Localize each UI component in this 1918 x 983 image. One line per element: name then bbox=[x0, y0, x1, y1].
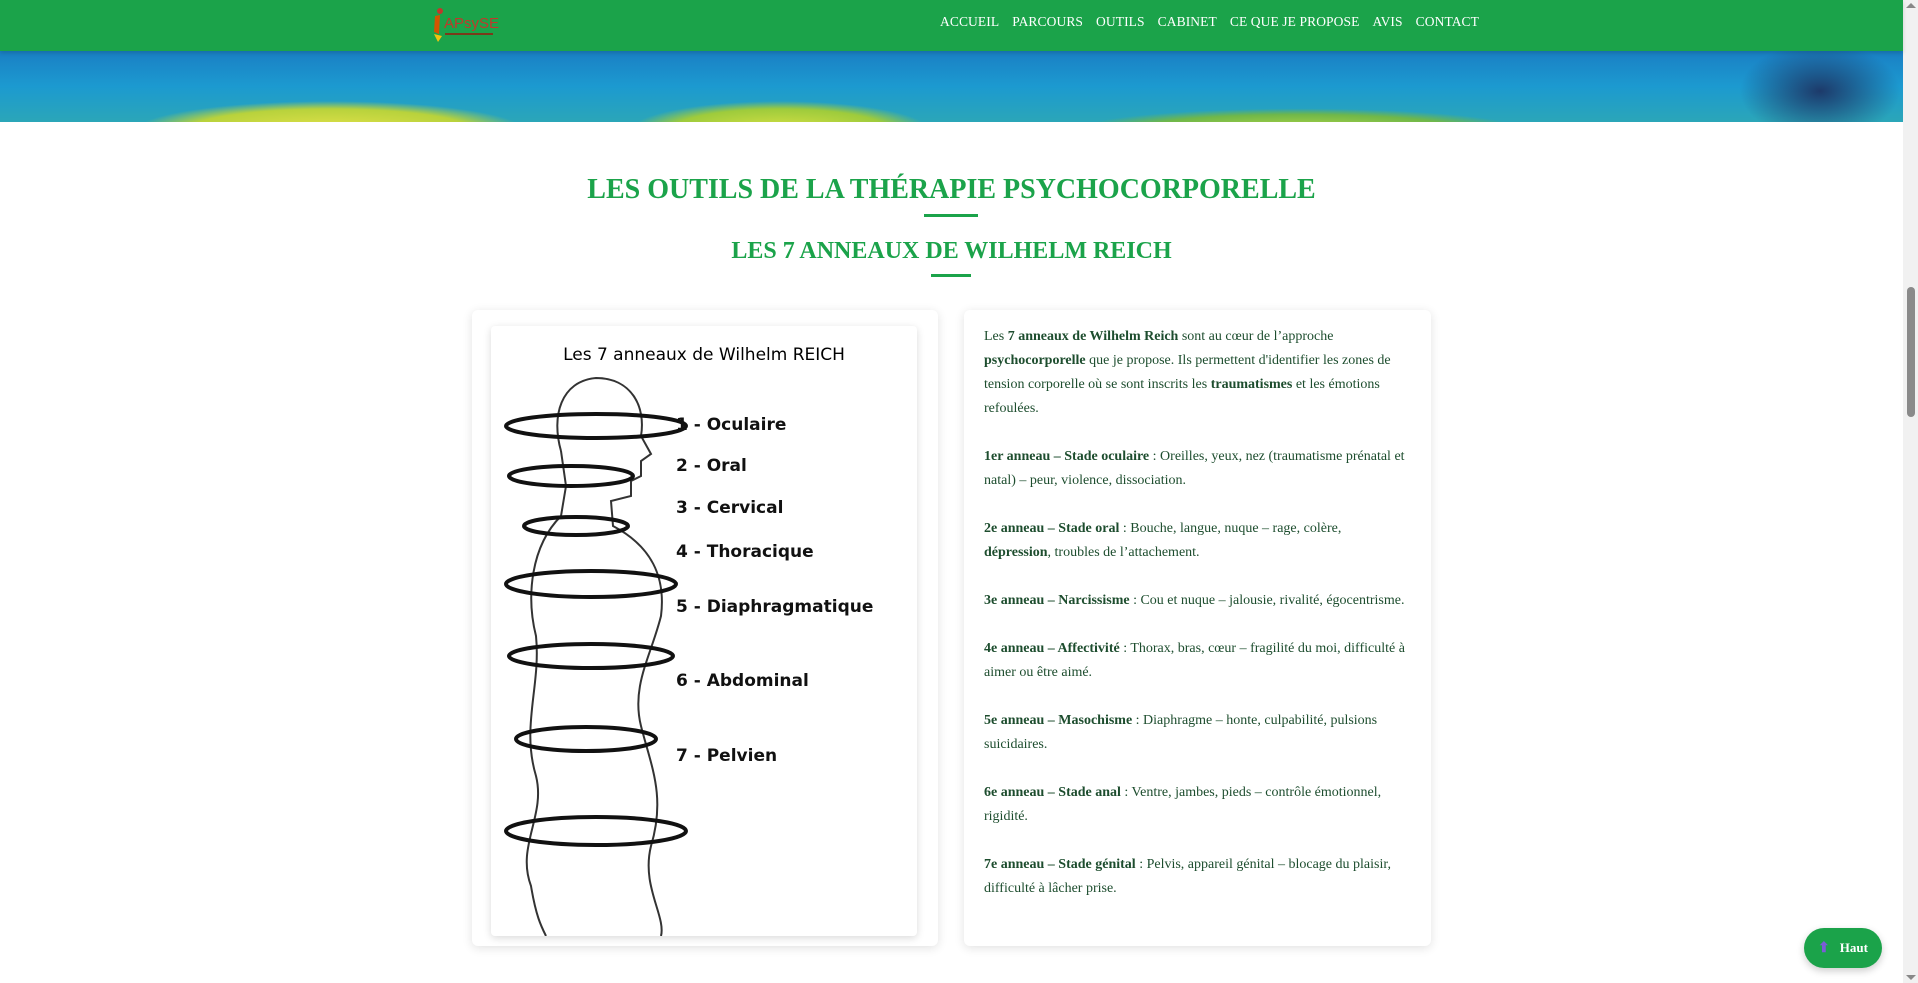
ring-label: 3 - Cervical bbox=[676, 498, 784, 518]
arrow-up-icon: ⬆ bbox=[1818, 940, 1830, 956]
ring-label: 4 - Thoracique bbox=[676, 542, 814, 562]
title-underline bbox=[924, 214, 978, 217]
intro-paragraph: Les 7 anneaux de Wilhelm Reich sont au cœur de l’approche psychocorporelle que je propose. Ils permettent d'identifier les zones de tension corporelle où se sont inscrits les traumatismes et les émotions refoulées. bbox=[984, 329, 1391, 416]
hero-banner-painting bbox=[0, 51, 1903, 122]
subtitle-underline bbox=[931, 274, 971, 277]
ring-paragraph-2: 2e anneau – Stade oral : Bouche, langue, nuque – rage, colère, dépression, troubles de l’attachement. bbox=[984, 521, 1342, 560]
figure-card bbox=[472, 310, 938, 946]
figure-title: Les 7 anneaux de Wilhelm REICH bbox=[563, 345, 845, 365]
ring-paragraph-5: 5e anneau – Masochisme : Diaphragme – honte, culpabilité, pulsions suicidaires. bbox=[984, 713, 1378, 752]
scroll-down-icon[interactable] bbox=[1906, 975, 1916, 980]
ring-paragraph-1: 1er anneau – Stade oculaire : Oreilles, yeux, nez (traumatisme prénatal et natal) – peur, violence, dissociation. bbox=[984, 449, 1405, 488]
ring-paragraph-7: 7e anneau – Stade génital : Pelvis, appareil génital – blocage du plaisir, difficulté à lâcher prise. bbox=[984, 857, 1391, 896]
nav-outils[interactable]: OUTILS bbox=[1096, 14, 1145, 29]
nav-cabinet[interactable]: CABINET bbox=[1157, 14, 1217, 29]
page-subtitle: LES 7 ANNEAUX DE WILHELM REICH bbox=[731, 238, 1172, 264]
ring-label: 1 - Oculaire bbox=[676, 415, 787, 435]
ring-label: 5 - Diaphragmatique bbox=[676, 597, 874, 617]
main-nav bbox=[940, 14, 1479, 30]
body-outline bbox=[527, 378, 662, 936]
text-card bbox=[964, 310, 1431, 946]
ring-paragraph-4: 4e anneau – Affectivité : Thorax, bras, cœur – fragilité du moi, difficulté à aimer ou être aimé. bbox=[984, 641, 1405, 680]
ring-label: 2 - Oral bbox=[676, 456, 747, 476]
page-title: LES OUTILS DE LA THÉRAPIE PSYCHOCORPORELLE bbox=[587, 174, 1316, 205]
ring-label: 7 - Pelvien bbox=[676, 746, 778, 766]
nav-accueil[interactable]: ACCUEIL bbox=[940, 14, 1000, 29]
apsyse-logo[interactable] bbox=[430, 6, 510, 42]
nav-avis[interactable]: AVIS bbox=[1372, 14, 1403, 29]
ring-paragraph-6: 6e anneau – Stade anal : Ventre, jambes, pieds – contrôle émotionnel, rigidité. bbox=[984, 785, 1382, 824]
back-to-top-button[interactable] bbox=[1804, 928, 1882, 968]
reich-rings-figure bbox=[491, 326, 917, 936]
scrollbar-thumb[interactable] bbox=[1907, 287, 1915, 417]
nav-contact[interactable]: CONTACT bbox=[1415, 14, 1480, 29]
scrollbar[interactable] bbox=[1903, 0, 1918, 983]
scroll-up-icon[interactable] bbox=[1906, 3, 1916, 8]
nav-parcours[interactable]: PARCOURS bbox=[1012, 14, 1084, 29]
svg-text:APsySE: APsySE bbox=[444, 15, 500, 32]
nav-ce-que-je-propose[interactable]: CE QUE JE PROPOSE bbox=[1229, 14, 1360, 29]
ring-label: 6 - Abdominal bbox=[676, 671, 809, 691]
back-to-top-label: Haut bbox=[1839, 940, 1868, 955]
ring-paragraph-3: 3e anneau – Narcissisme : Cou et nuque – jalousie, rivalité, égocentrisme. bbox=[984, 593, 1405, 608]
site-header bbox=[0, 0, 1903, 51]
